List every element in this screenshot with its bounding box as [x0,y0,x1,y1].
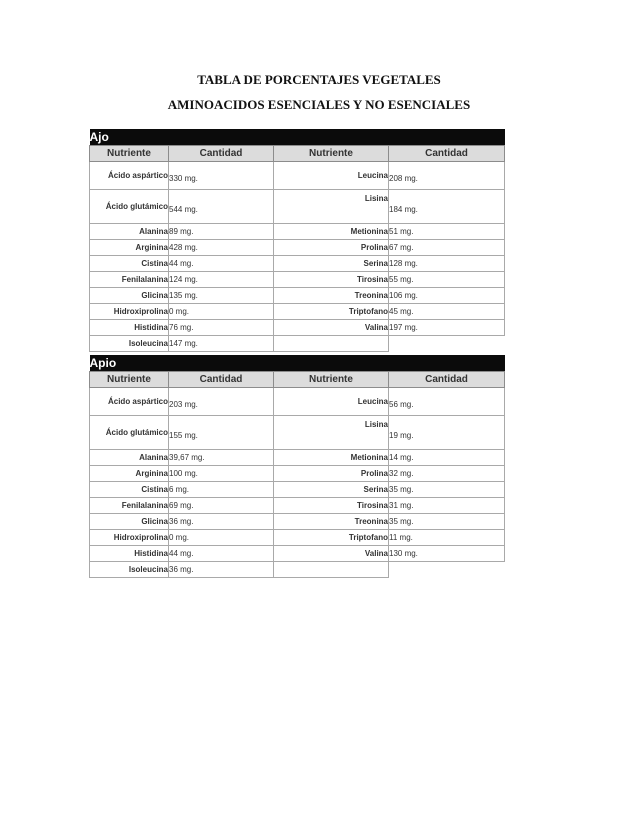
nutrient-name-cell: Treonina [274,514,389,530]
nutrient-name-cell: Hidroxiprolina [90,530,169,546]
nutrient-name-cell: Prolina [274,240,389,256]
amount-cell: 0 mg. [169,304,274,320]
header-nutrient: Nutriente [90,146,169,162]
table-row [90,562,505,578]
nutrient-name-cell: Fenilalanina [90,272,169,288]
nutrient-name-cell: Lisina [274,416,389,450]
header-nutrient: Nutriente [274,372,389,388]
nutrient-name-cell: Valina [274,546,389,562]
amount-cell: 45 mg. [389,304,505,320]
amount-cell: 135 mg. [169,288,274,304]
nutrient-name-cell: Triptofano [274,304,389,320]
amount-cell: 184 mg. [389,190,505,224]
empty-cell [389,562,505,578]
table-row [90,388,505,416]
nutrient-name-cell: Metionina [274,224,389,240]
header-amount: Cantidad [389,146,505,162]
table-row [90,256,505,272]
table-row [90,336,505,352]
header-amount: Cantidad [389,372,505,388]
nutrient-name-cell: Ácido glutámico [90,416,169,450]
amount-cell: 67 mg. [389,240,505,256]
amount-cell: 44 mg. [169,546,274,562]
nutrient-name-cell: Histidina [90,546,169,562]
amount-cell: 36 mg. [169,562,274,578]
nutrient-name-cell: Prolina [274,466,389,482]
amount-cell: 100 mg. [169,466,274,482]
nutrient-name-cell: Fenilalanina [90,498,169,514]
nutrient-name-cell: Tirosina [274,498,389,514]
table-row [90,416,505,450]
empty-cell [274,336,389,352]
nutrient-name-cell: Serina [274,256,389,272]
header-nutrient: Nutriente [90,372,169,388]
amount-cell: 197 mg. [389,320,505,336]
nutrient-name-cell: Ácido aspártico [90,388,169,416]
amount-cell: 89 mg. [169,224,274,240]
header-nutrient: Nutriente [274,146,389,162]
amount-cell: 31 mg. [389,498,505,514]
nutrient-name-cell: Valina [274,320,389,336]
ajo-table-caption: Ajo [90,129,505,146]
nutrient-name-cell: Arginina [90,466,169,482]
table-row [90,530,505,546]
nutrient-name-cell: Alanina [90,224,169,240]
amount-cell: 106 mg. [389,288,505,304]
nutrient-name-cell: Ácido glutámico [90,190,169,224]
header-amount: Cantidad [169,146,274,162]
nutrient-name-cell: Leucina [274,388,389,416]
amount-cell: 39,67 mg. [169,450,274,466]
amount-cell: 0 mg. [169,530,274,546]
empty-cell [389,336,505,352]
document-title: TABLA DE PORCENTAJES VEGETALES [197,72,441,87]
table-row [90,190,505,224]
nutrient-name-cell: Histidina [90,320,169,336]
table-row [90,498,505,514]
empty-cell [274,562,389,578]
amount-cell: 544 mg. [169,190,274,224]
nutrient-name-cell: Glicina [90,514,169,530]
table-row [90,482,505,498]
amount-cell: 76 mg. [169,320,274,336]
table-row [90,450,505,466]
amount-cell: 208 mg. [389,162,505,190]
header-amount: Cantidad [169,372,274,388]
amount-cell: 6 mg. [169,482,274,498]
amount-cell: 128 mg. [389,256,505,272]
nutrient-name-cell: Isoleucina [90,336,169,352]
table-row [90,240,505,256]
amount-cell: 11 mg. [389,530,505,546]
apio-table-caption: Apio [90,355,505,372]
nutrient-name-cell: Alanina [90,450,169,466]
table-row [90,320,505,336]
table-row [90,466,505,482]
table-row [90,514,505,530]
amount-cell: 130 mg. [389,546,505,562]
nutrient-name-cell: Triptofano [274,530,389,546]
nutrient-name-cell: Tirosina [274,272,389,288]
nutrient-name-cell: Cistina [90,482,169,498]
amount-cell: 35 mg. [389,514,505,530]
table-row [90,272,505,288]
amount-cell: 35 mg. [389,482,505,498]
amount-cell: 56 mg. [389,388,505,416]
document-subtitle: AMINOACIDOS ESENCIALES Y NO ESENCIALES [167,97,471,112]
amount-cell: 155 mg. [169,416,274,450]
amount-cell: 44 mg. [169,256,274,272]
amount-cell: 147 mg. [169,336,274,352]
table-row [90,546,505,562]
table-row [90,304,505,320]
apio-table [89,355,505,578]
amount-cell: 32 mg. [389,466,505,482]
amount-cell: 14 mg. [389,450,505,466]
amount-cell: 19 mg. [389,416,505,450]
nutrient-name-cell: Ácido aspártico [90,162,169,190]
table-row [90,162,505,190]
nutrient-name-cell: Treonina [274,288,389,304]
amount-cell: 55 mg. [389,272,505,288]
amount-cell: 51 mg. [389,224,505,240]
nutrient-name-cell: Hidroxiprolina [90,304,169,320]
nutrient-name-cell: Glicina [90,288,169,304]
table-row [90,288,505,304]
amount-cell: 428 mg. [169,240,274,256]
amount-cell: 203 mg. [169,388,274,416]
amount-cell: 330 mg. [169,162,274,190]
nutrient-name-cell: Arginina [90,240,169,256]
amount-cell: 69 mg. [169,498,274,514]
nutrient-name-cell: Leucina [274,162,389,190]
ajo-table [89,129,505,352]
nutrient-name-cell: Metionina [274,450,389,466]
nutrient-name-cell: Lisina [274,190,389,224]
nutrient-name-cell: Cistina [90,256,169,272]
amount-cell: 124 mg. [169,272,274,288]
amount-cell: 36 mg. [169,514,274,530]
nutrient-name-cell: Isoleucina [90,562,169,578]
table-row [90,224,505,240]
nutrient-name-cell: Serina [274,482,389,498]
